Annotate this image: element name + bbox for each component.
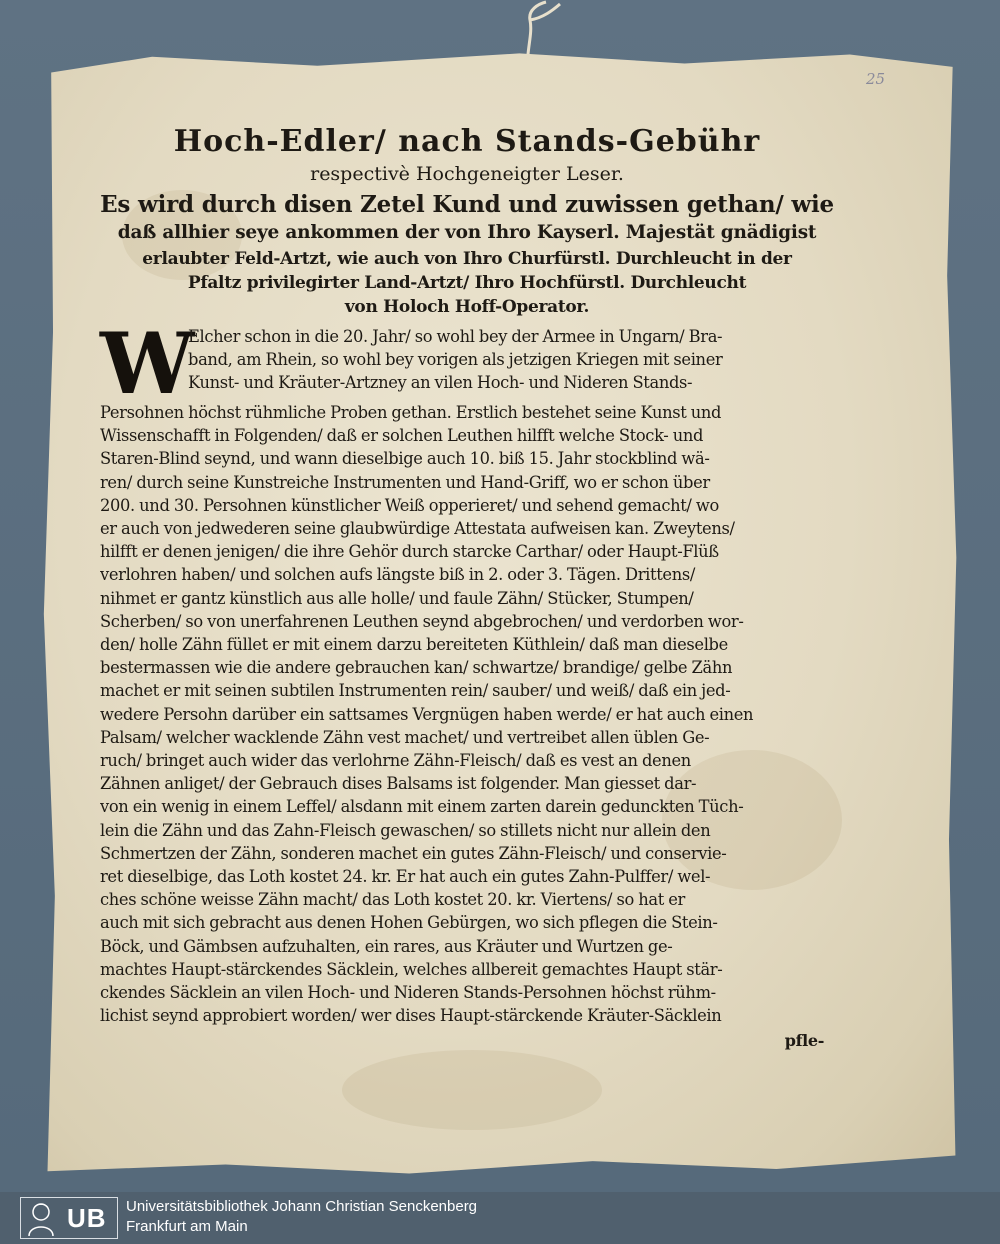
catchword: pfle- <box>784 1031 824 1051</box>
logo-text: UB <box>67 1202 107 1233</box>
body-line: Elcher schon in die 20. Jahr/ so wohl bey der Armee in Ungarn/ Bra- <box>188 327 723 346</box>
body-line: Persohnen höchst rühmliche Proben gethan. Erstlich bestehet seine Kunst und <box>100 403 722 422</box>
body-line: ckendes Säcklein an vilen Hoch- und Nideren Stands-Persohnen höchst rühm- <box>100 983 716 1003</box>
body-line: band, am Rhein, so wohl bey vorigen als jetzigen Kriegen mit seiner <box>188 350 723 370</box>
body-line: machtes Haupt-stärckendes Säcklein, welches allbereit gemachtes Haupt stär- <box>100 959 723 979</box>
body-line: wedere Persohn darüber ein sattsames Vergnügen haben werde/ er hat auch einen <box>100 704 754 724</box>
footer-bar <box>0 1192 1000 1244</box>
institution-line: Universitätsbibliothek Johann Christian Senckenberg <box>126 1198 478 1215</box>
institution-name <box>126 1197 477 1237</box>
headline-line: Es wird durch disen Zetel Kund und zuwissen gethan/ wie <box>100 191 834 218</box>
body-line: ruch/ bringet auch wider das verlohrne Zähn-Fleisch/ daß es vest an denen <box>100 751 691 771</box>
body-line: lichist seynd approbiert worden/ wer dises Haupt-stärckende Kräuter-Säcklein <box>100 1006 722 1026</box>
body-line: Böck, und Gämbsen aufzuhalten, ein rares, aus Kräuter und Wurtzen ge- <box>100 936 673 956</box>
library-logo[interactable] <box>20 1197 118 1239</box>
body-line: Kunst- und Kräuter-Artzney an vilen Hoch- und Nideren Stands- <box>188 373 693 393</box>
body-line: ren/ durch seine Kunstreiche Instrumenten und Hand-Griff, wo er schon über <box>100 472 710 492</box>
body-text <box>100 314 834 1053</box>
body-line: Zähnen anliget/ der Gebrauch dises Balsams ist folgender. Man giesset dar- <box>100 774 697 794</box>
body-line: lein die Zähn und das Zahn-Fleisch gewaschen/ so stillets nicht nur allein den <box>100 820 711 840</box>
body-line: den/ holle Zähn füllet er mit einem darzu bereiteten Küthlein/ daß man dieselbe <box>100 635 728 655</box>
body-line: Palsam/ welcher wacklende Zähn vest machet/ und vertreibet allen üblen Ge- <box>100 727 710 747</box>
institution-line: Frankfurt am Main <box>126 1218 248 1235</box>
page-title: Hoch-Edler/ nach Stands-Gebühr <box>173 124 761 159</box>
bust-icon <box>21 1198 61 1238</box>
headline-line: daß allhier seye ankommen der von Ihro Kayserl. Majestät gnädigist <box>117 222 817 243</box>
document-text <box>100 124 834 1053</box>
body-line: von ein wenig in einem Leffel/ alsdann mit einem zarten darein gedunckten Tüch- <box>100 797 744 817</box>
body-line: hilfft er denen jenigen/ die ihre Gehör durch starcke Carthar/ oder Haupt-Flüß <box>100 542 719 562</box>
body-line: Wissenschafft in Folgenden/ daß er solchen Leuthen hilfft welche Stock- und <box>100 426 704 446</box>
headline-line: von Holoch Hoff-Operator. <box>344 297 590 317</box>
page-subtitle: respectivè Hochgeneigter Leser. <box>310 163 624 185</box>
headline-line: Pfaltz privilegirter Land-Artzt/ Ihro Hochfürstl. Durchleucht <box>187 273 747 293</box>
body-line: Scherben/ so von unerfahrenen Leuthen seynd abgebrochen/ und verdorben wor- <box>100 611 744 631</box>
headline-line: erlaubter Feld-Artzt, wie auch von Ihro Churfürstl. Durchleucht in der <box>142 249 792 269</box>
body-line: ret dieselbige, das Loth kostet 24. kr. Er hat auch ein gutes Zahn-Pulffer/ wel- <box>100 867 711 887</box>
folio-number: 25 <box>866 70 886 88</box>
body-line: 200. und 30. Persohnen künstlicher Weiß opperieret/ und sehend gemacht/ wo <box>100 495 719 515</box>
body-line: ches schöne weisse Zähn macht/ das Loth kostet 20. kr. Viertens/ so hat er <box>100 890 685 910</box>
decorated-initial: W <box>100 314 194 413</box>
body-line: er auch von jedwederen seine glaubwürdige Attestata aufweisen kan. Zweytens/ <box>100 519 735 539</box>
body-line: verlohren haben/ und solchen aufs längste biß in 2. oder 3. Tägen. Drittens/ <box>100 565 695 585</box>
paper-stain <box>342 1050 602 1130</box>
body-line: machet er mit seinen subtilen Instrumenten rein/ sauber/ und weiß/ daß ein jed- <box>100 681 731 701</box>
body-line: bestermassen wie die andere gebrauchen kan/ schwartze/ brandige/ gelbe Zähn <box>100 658 733 678</box>
body-line: Staren-Blind seynd, und wann dieselbige auch 10. biß 15. Jahr stockblind wä- <box>100 449 710 469</box>
body-line: auch mit sich gebracht aus denen Hohen Gebürgen, wo sich pflegen die Stein- <box>100 913 718 933</box>
body-line: Schmertzen der Zähn, sonderen machet ein gutes Zähn-Fleisch/ und conservie- <box>100 843 727 863</box>
body-line: nihmet er gantz künstlich aus alle holle/ und faule Zähn/ Stücker, Stumpen/ <box>100 588 694 608</box>
